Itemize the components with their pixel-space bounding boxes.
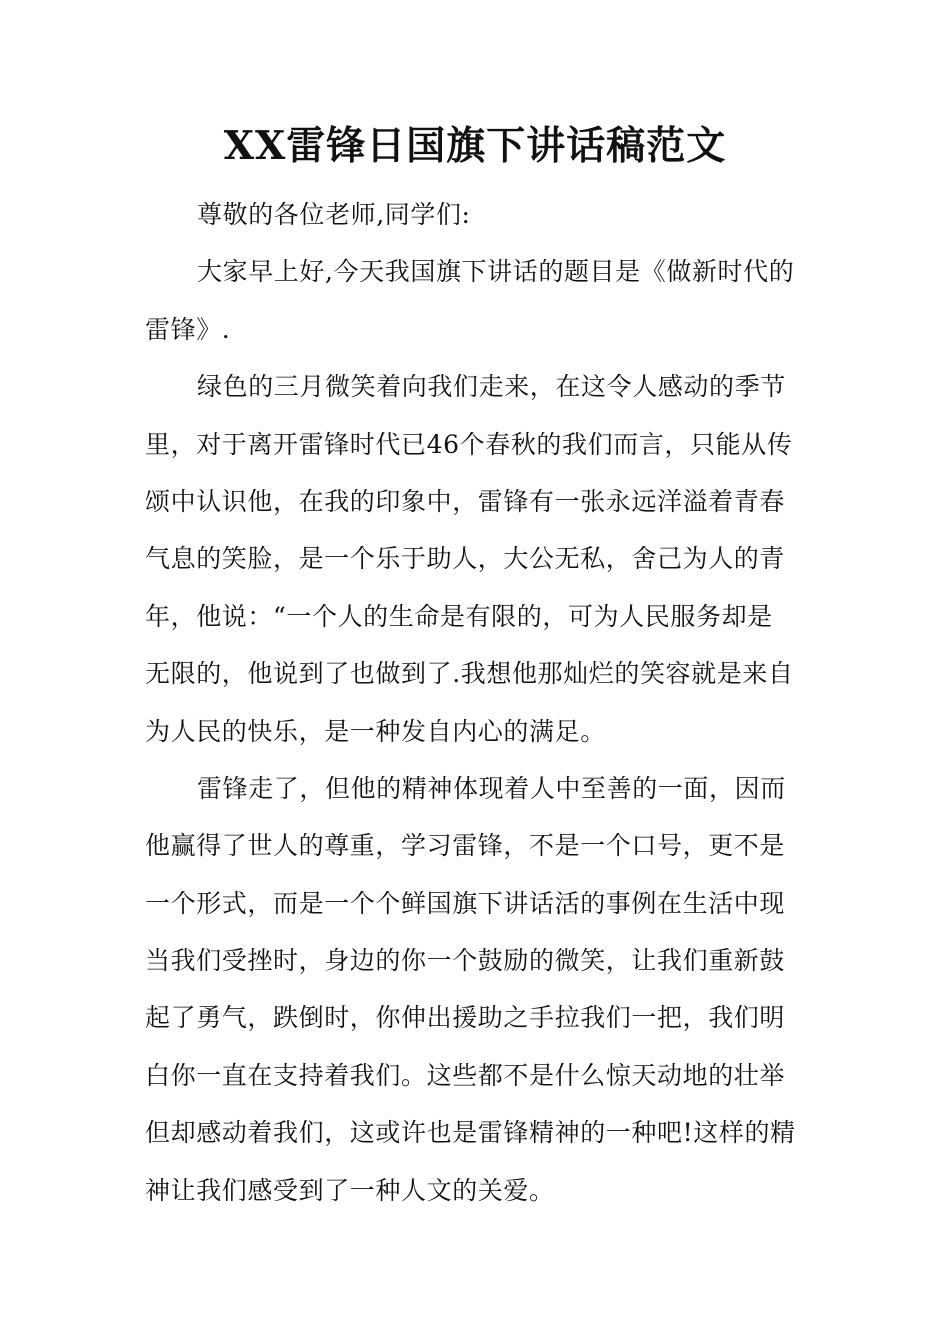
paragraph-line: 气息的笑脸，是一个乐于助人，大公无私，舍己为人的青 bbox=[145, 544, 786, 574]
paragraph-line: 起了勇气，跌倒时，你伸出援助之手拉我们一把，我们明 bbox=[145, 1003, 786, 1033]
paragraph-line: 无限的，他说到了也做到了.我想他那灿烂的笑容就是来自 bbox=[145, 659, 794, 689]
paragraph-line: 颂中认识他，在我的印象中，雷锋有一张永远洋溢着青春 bbox=[145, 486, 786, 516]
document-title: XX雷锋日国旗下讲话稿范文 bbox=[223, 123, 727, 169]
paragraph-line: 当我们受挫时，身边的你一个鼓励的微笑，让我们重新鼓 bbox=[145, 946, 786, 976]
paragraph-line: 雷锋走了，但他的精神体现着人中至善的一面，因而 bbox=[197, 773, 786, 803]
paragraph-line: 绿色的三月微笑着向我们走来，在这令人感动的季节 bbox=[197, 372, 786, 402]
paragraph-line: 里，对于离开雷锋时代已46个春秋的我们而言，只能从传 bbox=[145, 429, 793, 459]
paragraph-line: 但却感动着我们，这或许也是雷锋精神的一种吧!这样的精 bbox=[145, 1118, 796, 1148]
paragraph-line: 为人民的快乐，是一种发自内心的满足。 bbox=[145, 716, 606, 746]
paragraph-line: 神让我们感受到了一种人文的关爱。 bbox=[145, 1175, 555, 1205]
paragraph-line: 年，他说：“一个人的生命是有限的，可为人民服务却是 bbox=[145, 601, 773, 631]
salutation-line: 尊敬的各位老师,同学们: bbox=[197, 200, 471, 229]
paragraph-line: 大家早上好,今天我国旗下讲话的题目是《做新时代的 bbox=[197, 257, 795, 287]
paragraph-line: 雷锋》. bbox=[145, 314, 231, 344]
paragraph-line: 白你一直在支持着我们。这些都不是什么惊天动地的壮举 bbox=[145, 1060, 786, 1090]
paragraph-line: 一个形式，而是一个个鲜国旗下讲话活的事例在生活中现 bbox=[145, 888, 786, 918]
document-body bbox=[145, 186, 810, 1219]
paragraph-line: 他赢得了世人的尊重，学习雷锋，不是一个口号，更不是 bbox=[145, 831, 786, 861]
